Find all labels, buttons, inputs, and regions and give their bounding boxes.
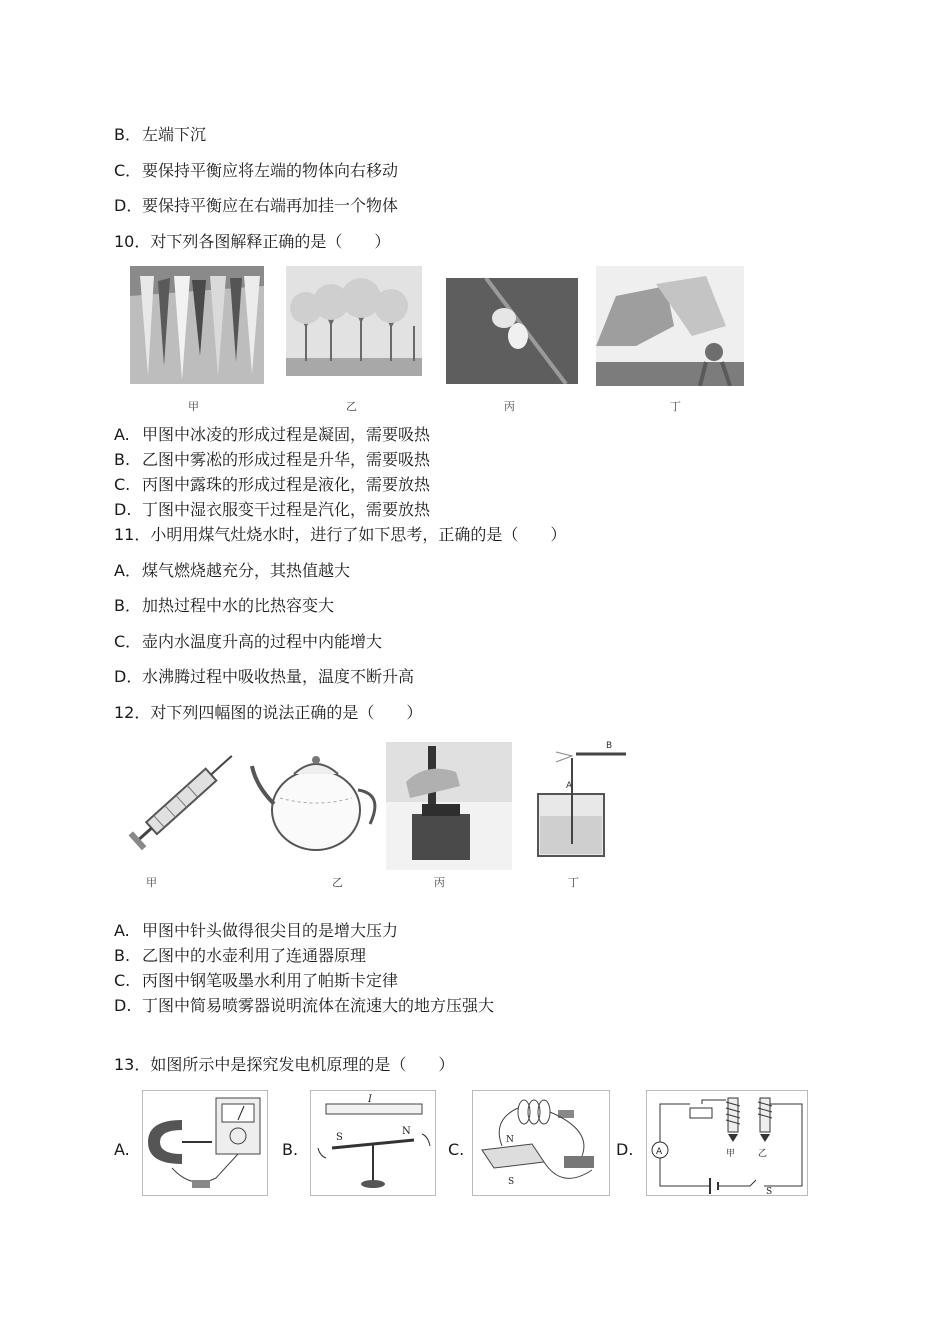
q10-figure-row	[130, 266, 746, 416]
option-text: 壶内水温度升高的过程中内能增大	[142, 632, 383, 651]
caption-ding: 丁	[568, 876, 579, 889]
option-text: 丙图中露珠的形成过程是液化，需要放热	[142, 475, 431, 494]
option-text: 乙图中的水壶利用了连通器原理	[142, 946, 367, 965]
teapot-figure	[250, 738, 386, 890]
q13-figure-row	[114, 1090, 814, 1200]
option-d-label: D.	[616, 1140, 634, 1159]
q10-option-c	[114, 474, 430, 496]
option-a-label: A.	[114, 1140, 130, 1159]
option-letter: D.	[114, 500, 132, 519]
coil-yi-label: 乙	[758, 1149, 768, 1159]
caption-bing: 丙	[434, 876, 445, 889]
sprayer-figure	[526, 738, 656, 890]
dew-photo	[446, 266, 596, 416]
caption-bing: 丙	[504, 400, 515, 413]
pen-ink-figure	[386, 738, 526, 890]
option-letter: C.	[114, 971, 131, 990]
q13-stem: 13．如图所示中是探究发电机原理的是（ ）	[114, 1055, 455, 1074]
q9-option-d	[114, 195, 398, 217]
south-pole-label: S	[336, 1132, 343, 1143]
option-letter: A.	[114, 921, 130, 940]
ammeter-label: A	[656, 1147, 663, 1157]
q9-option-b	[114, 124, 206, 146]
tube-label-a: A	[566, 781, 573, 791]
q11-option-c	[114, 631, 382, 653]
option-text: 要保持平衡应将左端的物体向右移动	[142, 161, 399, 180]
option-text: 左端下沉	[142, 125, 207, 144]
q12-option-a	[114, 920, 398, 942]
q11-option-a	[114, 560, 350, 582]
rime-photo	[286, 266, 446, 416]
option-text: 甲图中冰凌的形成过程是凝固，需要吸热	[142, 425, 431, 444]
icicle-photo	[130, 266, 270, 416]
option-b-label: B.	[282, 1140, 299, 1159]
option-text: 丙图中钢笔吸墨水利用了帕斯卡定律	[142, 971, 399, 990]
option-text: 水沸腾过程中吸收热量，温度不断升高	[142, 667, 415, 686]
north-pole-label: N	[506, 1135, 514, 1145]
caption-yi: 乙	[332, 876, 343, 889]
option-c-label: C.	[448, 1140, 465, 1159]
laundry-photo	[596, 266, 746, 416]
option-letter: C．	[114, 161, 142, 180]
tube-label-b: B	[606, 741, 613, 751]
option-text: 甲图中针头做得很尖目的是增大压力	[142, 921, 399, 940]
q11-stem: 11．小明用煤气灶烧水时，进行了如下思考，正确的是（ ）	[114, 525, 567, 544]
north-pole-label: N	[402, 1126, 411, 1137]
option-text: 煤气燃烧越充分，其热值越大	[142, 561, 351, 580]
option-letter: C.	[114, 475, 131, 494]
q12-figure-row	[120, 738, 656, 890]
q9-option-c	[114, 160, 398, 182]
q11-option-b	[114, 595, 334, 617]
option-letter: A.	[114, 425, 130, 444]
option-letter: A．	[114, 561, 141, 580]
option-text: 乙图中雾凇的形成过程是升华，需要吸热	[142, 450, 431, 469]
q10-stem: 10．对下列各图解释正确的是（ ）	[114, 232, 391, 251]
caption-yi: 乙	[346, 400, 357, 413]
magnet-galvanometer-figure	[142, 1090, 268, 1200]
option-text: 丁图中湿衣服变干过程是汽化，需要放热	[142, 500, 431, 519]
option-letter: B.	[114, 450, 131, 469]
option-letter: B.	[114, 946, 131, 965]
q12-stem: 12．对下列四幅图的说法正确的是（ ）	[114, 703, 423, 722]
q12-option-c	[114, 970, 398, 992]
motor-figure	[472, 1090, 610, 1200]
option-text: 要保持平衡应在右端再加挂一个物体	[142, 196, 399, 215]
q10-option-b	[114, 449, 430, 471]
option-text: 加热过程中水的比热容变大	[142, 596, 335, 615]
option-letter: D.	[114, 996, 132, 1015]
q10-option-d	[114, 499, 430, 521]
south-pole-label: S	[508, 1177, 515, 1187]
option-letter: D．	[114, 196, 143, 215]
option-letter: D．	[114, 667, 143, 686]
q10-option-a	[114, 424, 430, 446]
coil-jia-label: 甲	[726, 1149, 736, 1159]
option-text: 丁图中简易喷雾器说明流体在流速大的地方压强大	[142, 996, 495, 1015]
option-letter: C．	[114, 632, 142, 651]
caption-jia: 甲	[188, 400, 199, 413]
oersted-figure	[310, 1090, 436, 1200]
caption-jia: 甲	[146, 876, 157, 889]
option-letter: B．	[114, 596, 141, 615]
current-label: I	[368, 1094, 372, 1105]
switch-label: S	[766, 1187, 773, 1196]
caption-ding: 丁	[670, 400, 681, 413]
syringe-figure	[120, 738, 250, 890]
electromagnet-figure	[646, 1090, 808, 1200]
q11-option-d	[114, 666, 414, 688]
option-letter: B．	[114, 125, 141, 144]
q12-option-b	[114, 945, 366, 967]
q12-option-d	[114, 995, 494, 1017]
